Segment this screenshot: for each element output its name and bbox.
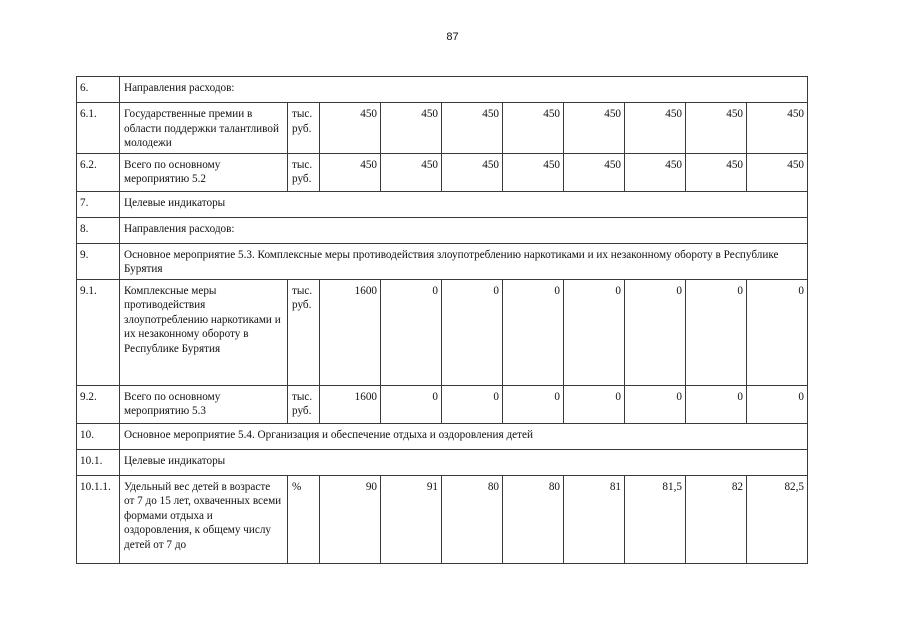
row-number: 9.1. bbox=[77, 279, 120, 385]
row-number: 6. bbox=[77, 77, 120, 103]
value-cell: 450 bbox=[503, 103, 564, 154]
value-cell: 91 bbox=[381, 475, 442, 563]
value-cell: 90 bbox=[320, 475, 381, 563]
row-unit: % bbox=[288, 475, 320, 563]
table-row bbox=[77, 475, 808, 563]
value-cell: 81 bbox=[564, 475, 625, 563]
value-cell: 0 bbox=[686, 279, 747, 385]
row-number: 6.2. bbox=[77, 153, 120, 191]
value-cell: 1600 bbox=[320, 385, 381, 423]
row-number: 7. bbox=[77, 191, 120, 217]
table-row bbox=[77, 385, 808, 423]
row-name: Комплексные меры противодействия злоупотреблению наркотиками и их незаконному обороту в Республике Бурятия bbox=[120, 279, 288, 385]
row-number: 10. bbox=[77, 423, 120, 449]
value-cell: 1600 bbox=[320, 279, 381, 385]
value-cell: 0 bbox=[625, 279, 686, 385]
value-cell: 0 bbox=[564, 279, 625, 385]
value-cell: 0 bbox=[381, 385, 442, 423]
row-name: Удельный вес детей в возрасте от 7 до 15 лет, охваченных всеми формами отдыха и оздоровления, к общему числу детей от 7 до bbox=[120, 475, 288, 563]
value-cell: 0 bbox=[503, 385, 564, 423]
page-number: 87 bbox=[446, 31, 459, 43]
value-cell: 450 bbox=[381, 103, 442, 154]
value-cell: 82 bbox=[686, 475, 747, 563]
section-heading: Направления расходов: bbox=[120, 217, 808, 243]
value-cell: 80 bbox=[503, 475, 564, 563]
row-unit: тыс. руб. bbox=[288, 153, 320, 191]
row-unit: тыс. руб. bbox=[288, 279, 320, 385]
value-cell: 82,5 bbox=[747, 475, 808, 563]
row-number: 9. bbox=[77, 243, 120, 279]
row-name: Всего по основному мероприятию 5.2 bbox=[120, 153, 288, 191]
value-cell: 450 bbox=[320, 153, 381, 191]
value-cell: 450 bbox=[503, 153, 564, 191]
row-name: Государственные премии в области поддержки талантливой молодежи bbox=[120, 103, 288, 154]
row-number: 6.1. bbox=[77, 103, 120, 154]
table-row bbox=[77, 423, 808, 449]
value-cell: 450 bbox=[686, 153, 747, 191]
value-cell: 0 bbox=[747, 279, 808, 385]
program-table bbox=[76, 76, 808, 564]
value-cell: 450 bbox=[381, 153, 442, 191]
row-unit: тыс. руб. bbox=[288, 103, 320, 154]
value-cell: 450 bbox=[442, 103, 503, 154]
section-heading: Направления расходов: bbox=[120, 77, 808, 103]
value-cell: 81,5 bbox=[625, 475, 686, 563]
table-row bbox=[77, 191, 808, 217]
table-row bbox=[77, 217, 808, 243]
row-number: 10.1. bbox=[77, 449, 120, 475]
value-cell: 0 bbox=[442, 385, 503, 423]
row-number: 10.1.1. bbox=[77, 475, 120, 563]
section-heading: Целевые индикаторы bbox=[120, 449, 808, 475]
table-row bbox=[77, 279, 808, 385]
value-cell: 450 bbox=[320, 103, 381, 154]
table-row bbox=[77, 153, 808, 191]
table-row bbox=[77, 103, 808, 154]
value-cell: 0 bbox=[625, 385, 686, 423]
value-cell: 450 bbox=[747, 153, 808, 191]
value-cell: 450 bbox=[625, 153, 686, 191]
value-cell: 0 bbox=[442, 279, 503, 385]
value-cell: 450 bbox=[747, 103, 808, 154]
row-unit: тыс. руб. bbox=[288, 385, 320, 423]
row-number: 8. bbox=[77, 217, 120, 243]
table-row bbox=[77, 243, 808, 279]
value-cell: 0 bbox=[686, 385, 747, 423]
value-cell: 450 bbox=[564, 153, 625, 191]
value-cell: 450 bbox=[442, 153, 503, 191]
value-cell: 450 bbox=[625, 103, 686, 154]
section-heading: Основное мероприятие 5.4. Организация и обеспечение отдыха и оздоровления детей bbox=[120, 423, 808, 449]
row-number: 9.2. bbox=[77, 385, 120, 423]
table-row bbox=[77, 77, 808, 103]
value-cell: 80 bbox=[442, 475, 503, 563]
value-cell: 450 bbox=[686, 103, 747, 154]
value-cell: 450 bbox=[564, 103, 625, 154]
value-cell: 0 bbox=[381, 279, 442, 385]
section-heading: Целевые индикаторы bbox=[120, 191, 808, 217]
row-name: Всего по основному мероприятию 5.3 bbox=[120, 385, 288, 423]
table-row bbox=[77, 449, 808, 475]
value-cell: 0 bbox=[503, 279, 564, 385]
value-cell: 0 bbox=[564, 385, 625, 423]
value-cell: 0 bbox=[747, 385, 808, 423]
section-heading: Основное мероприятие 5.3. Комплексные меры противодействия злоупотреблению наркотиками и их незаконному обороту в Республике Бурятия bbox=[120, 243, 808, 279]
